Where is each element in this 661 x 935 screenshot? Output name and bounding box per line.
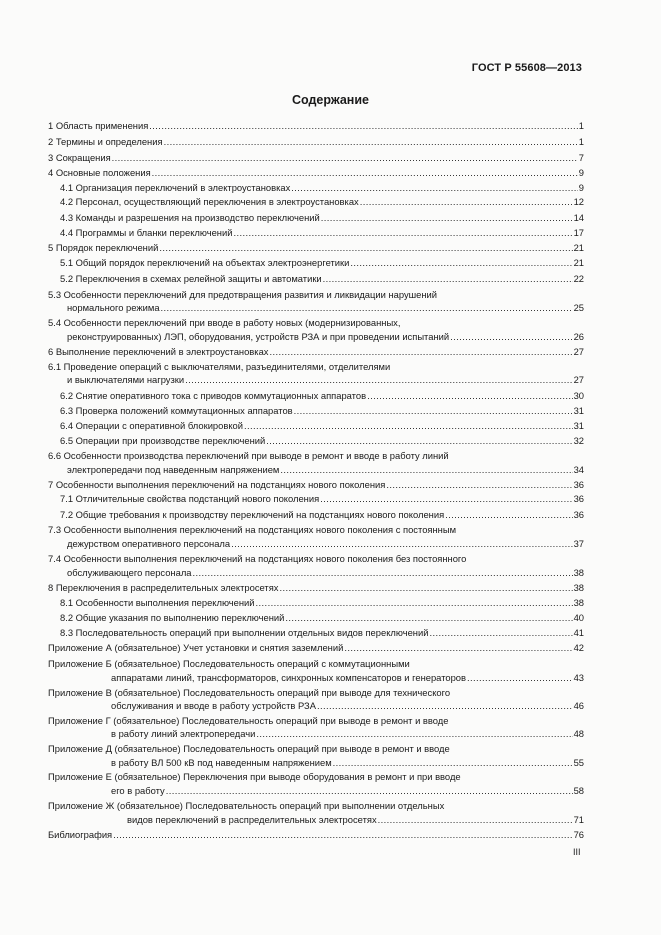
page-title: Содержание (291, 93, 369, 107)
toc-entry[interactable] (60, 389, 584, 403)
toc-entry[interactable] (60, 419, 584, 433)
toc-entry-page: 55 (573, 757, 584, 768)
toc-entry[interactable] (48, 581, 584, 595)
toc-entry-title: 1 Область применения (48, 120, 149, 131)
toc-entry[interactable] (67, 330, 584, 344)
toc-entry-title: Библиография (48, 829, 113, 840)
toc-entry-title: в работу ВЛ 500 кВ под наведенным напряжением (111, 757, 332, 768)
toc-entry[interactable] (127, 813, 584, 827)
toc-entry-title: 6.4 Операции с оперативной блокировкой (60, 420, 243, 431)
toc-entry[interactable] (67, 463, 584, 477)
toc-entry-title: реконструированных) ЛЭП, оборудования, устройств РЗА и при проведении испытаний (67, 331, 450, 342)
toc-entry-page: 27 (573, 374, 584, 385)
toc-entry-page: 1 (578, 120, 584, 131)
toc-entry-page: 37 (573, 538, 584, 549)
toc-entry[interactable] (60, 181, 584, 195)
toc-entry-page: 32 (573, 435, 584, 446)
toc-entry-page: 25 (573, 302, 584, 313)
toc-entry[interactable] (48, 478, 584, 492)
toc-entry-page: 7 (578, 152, 584, 163)
toc-entry[interactable] (48, 119, 584, 133)
toc-entry-title: аппаратами линий, трансформаторов, синхронных компенсаторов и генераторов (111, 672, 466, 683)
toc-entry[interactable] (48, 345, 584, 359)
toc-entry-page: 58 (573, 785, 584, 796)
toc-entry[interactable] (48, 641, 584, 655)
toc-entry-title: 7.2 Общие требования к производству переключений на подстанциях нового поколения (60, 509, 445, 520)
toc-entry-line: Приложение Е (обязательное) Переключения при выводе оборудования в ремонт и при вводе (48, 771, 461, 782)
toc-entry-line: 5.4 Особенности переключений при вводе в работу новых (модернизированных, (48, 317, 401, 328)
toc-entry[interactable] (67, 566, 584, 580)
toc-entry-page: 22 (573, 273, 584, 284)
toc-entry[interactable] (60, 596, 584, 610)
toc-entry-title: 6.5 Операции при производстве переключений (60, 435, 266, 446)
toc-entry-title: 4.3 Команды и разрешения на производство переключений (60, 212, 320, 223)
toc-entry[interactable] (60, 404, 584, 418)
toc-entry-page: 38 (573, 567, 584, 578)
toc-entry-page: 9 (578, 182, 584, 193)
toc-entry-title: обслуживающего персонала (67, 567, 192, 578)
toc-entry-page: 76 (573, 829, 584, 840)
toc-entry[interactable] (111, 671, 584, 685)
toc-entry-page: 34 (573, 464, 584, 475)
toc-entry[interactable] (60, 611, 584, 625)
toc-entry-page: 12 (573, 196, 584, 207)
toc-entry-title: 6.2 Снятие оперативного тока с приводов коммутационных аппаратов (60, 390, 367, 401)
toc-entry-title: 8.3 Последовательность операций при выполнении отдельных видов переключений (60, 627, 429, 638)
toc-entry-title: и выключателями нагрузки (67, 374, 185, 385)
toc-entry[interactable] (60, 492, 584, 506)
toc-entry-page: 40 (573, 612, 584, 623)
toc-entry-page: 46 (573, 700, 584, 711)
toc-entry-page: 36 (573, 509, 584, 520)
toc-entry-title: 5.2 Переключения в схемах релейной защиты и автоматики (60, 273, 322, 284)
toc-entry-title: 5 Порядок переключений (48, 242, 159, 253)
toc-entry-title: 7 Особенности выполнения переключений на подстанциях нового поколения (48, 479, 386, 490)
toc-entry[interactable] (60, 508, 584, 522)
toc-entry[interactable] (48, 151, 584, 165)
toc-entry-title: 8.1 Особенности выполнения переключений (60, 597, 255, 608)
toc-entry-page: 38 (573, 597, 584, 608)
toc-entry-line: Приложение Б (обязательное) Последовательность операций с коммутационными (48, 658, 410, 669)
toc-entry-page: 43 (573, 672, 584, 683)
toc-entry-page: 21 (573, 257, 584, 268)
toc-entry-page: 38 (573, 582, 584, 593)
toc-entry-title: электропередачи под наведенным напряжением (67, 464, 280, 475)
toc-entry-page: 31 (573, 405, 584, 416)
toc-entry-line: Приложение Ж (обязательное) Последовательность операций при выполнении отдельных (48, 800, 445, 811)
toc-entry-page: 21 (573, 242, 584, 253)
toc-entry[interactable] (48, 241, 584, 255)
toc-entry-title: обслуживания и вводе в работу устройств РЗА (111, 700, 316, 711)
toc-entry-page: 41 (573, 627, 584, 638)
toc-entry[interactable] (60, 195, 584, 209)
toc-entry-page: 17 (573, 227, 584, 238)
toc-entry[interactable] (48, 135, 584, 149)
toc-entry-title: 6.3 Проверка положений коммутационных аппаратов (60, 405, 293, 416)
toc-entry-page: 36 (573, 493, 584, 504)
toc-entry-page: 71 (573, 814, 584, 825)
standard-code: ГОСТ Р 55608—2013 (471, 62, 582, 74)
toc-entry-title: дежурством оперативного персонала (67, 538, 231, 549)
toc-entry-line: 6.6 Особенности производства переключений при выводе в ремонт и вводе в работу линий (48, 450, 449, 461)
toc-entry[interactable] (67, 301, 584, 315)
page-number: III (573, 847, 581, 857)
toc-entry-line: 7.3 Особенности выполнения переключений на подстанциях нового поколения с постоянным (48, 524, 457, 535)
toc-entry-title: 3 Сокращения (48, 152, 111, 163)
toc-entry-line: 6.1 Проведение операций с выключателями, разъединителями, отделителями (48, 361, 391, 372)
toc-entry[interactable] (67, 537, 584, 551)
toc-entry-title: 7.1 Отличительные свойства подстанций нового поколения (60, 493, 320, 504)
toc-entry-page: 9 (578, 167, 584, 178)
toc-entry-title: 4 Основные положения (48, 167, 151, 178)
toc-entry-title: нормального режима (67, 302, 160, 313)
toc-entry-title: Приложение А (обязательное) Учет установки и снятия заземлений (48, 642, 344, 653)
toc-entry-line: 5.3 Особенности переключений для предотвращения развития и ликвидации нарушений (48, 289, 438, 300)
toc-entry-title: 4.4 Программы и бланки переключений (60, 227, 233, 238)
toc-entry-title: видов переключений в распределительных электросетях (127, 814, 377, 825)
toc-entry[interactable] (67, 373, 584, 387)
toc-entry-title: его в работу (111, 785, 165, 796)
toc-entry-title: 4.1 Организация переключений в электроустановках (60, 182, 291, 193)
toc-entry[interactable] (60, 256, 584, 270)
toc-entry-title: 8 Переключения в распределительных электросетях (48, 582, 279, 593)
toc-entry-title: 6 Выполнение переключений в электроустановках (48, 346, 269, 357)
toc-entry-page: 48 (573, 728, 584, 739)
toc-entry[interactable] (111, 727, 584, 741)
toc-entry[interactable] (60, 226, 584, 240)
toc-entry[interactable] (60, 211, 584, 225)
toc-entry[interactable] (111, 784, 584, 798)
toc-entry[interactable] (60, 272, 584, 286)
toc-entry-title: 2 Термины и определения (48, 136, 163, 147)
toc-entry[interactable] (48, 828, 584, 842)
toc-entry-title: 4.2 Персонал, осуществляющий переключения в электроустановках (60, 196, 359, 207)
toc-entry-line: Приложение В (обязательное) Последовательность операций при выводе для технического (48, 687, 451, 698)
toc-entry-title: 8.2 Общие указания по выполнению переключений (60, 612, 285, 623)
toc-entry[interactable] (60, 434, 584, 448)
toc-entry-page: 14 (573, 212, 584, 223)
toc-entry-page: 1 (578, 136, 584, 147)
toc-entry-line: 7.4 Особенности выполнения переключений на подстанциях нового поколения без постоянного (48, 553, 467, 564)
toc-entry[interactable] (111, 756, 584, 770)
toc-entry-title: в работу линий электропередачи (111, 728, 256, 739)
toc-entry[interactable] (111, 699, 584, 713)
toc-entry[interactable] (60, 626, 584, 640)
toc-entry-page: 27 (573, 346, 584, 357)
toc-entry-page: 36 (573, 479, 584, 490)
toc-entry-line: Приложение Г (обязательное) Последовательность операций при выводе в ремонт и вводе (48, 715, 449, 726)
toc-entry-page: 31 (573, 420, 584, 431)
toc-entry-page: 42 (573, 642, 584, 653)
toc-entry[interactable] (48, 166, 584, 180)
toc-entry-page: 26 (573, 331, 584, 342)
toc-entry-line: Приложение Д (обязательное) Последовательность операций при выводе в ремонт и вводе (48, 743, 450, 754)
toc-entry-title: 5.1 Общий порядок переключений на объектах электроэнергетики (60, 257, 350, 268)
toc-entry-page: 30 (573, 390, 584, 401)
